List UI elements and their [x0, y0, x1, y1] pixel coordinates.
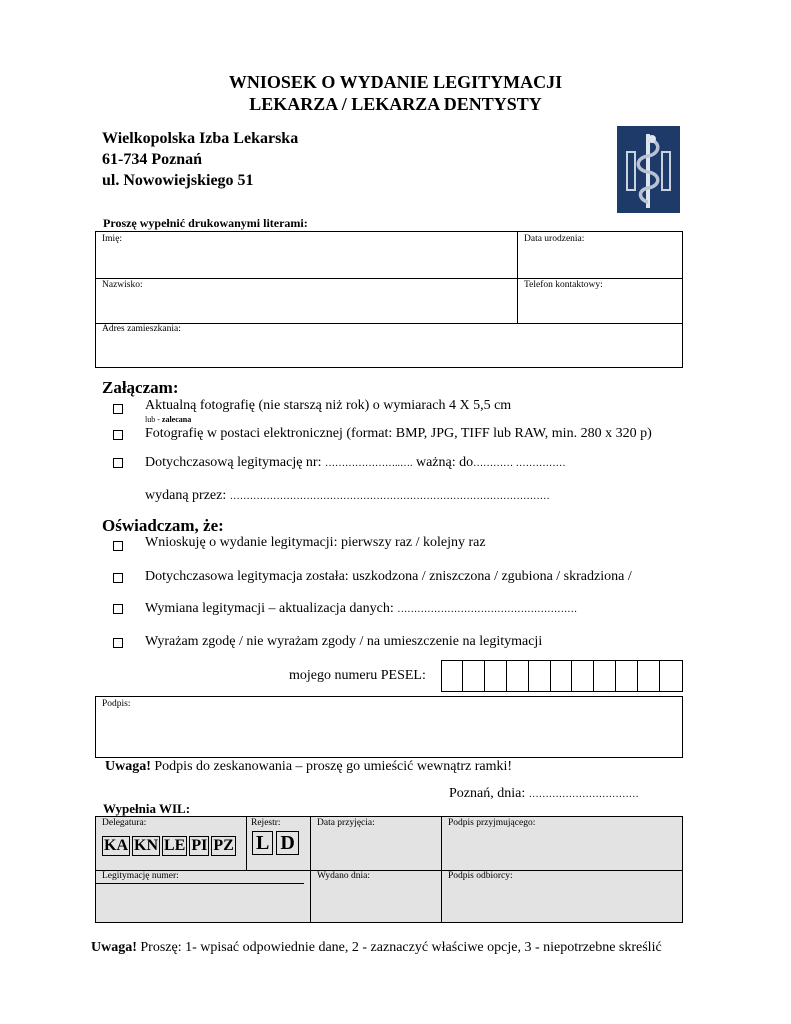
pesel-label: mojego numeru PESEL: — [289, 668, 426, 683]
card-number-label: Legitymację numer: — [102, 871, 179, 881]
last-name-field[interactable]: Nazwisko: — [102, 280, 143, 290]
form-title-line2: LEKARZA / LEKARZA DENTYSTY — [249, 94, 542, 114]
signature-warning: Uwaga! Podpis do zeskanowania – proszę go umieścić wewnątrz ramki! — [105, 759, 513, 774]
office-heading: Wypełnia WIL: — [103, 801, 191, 816]
old-state-option: Dotychczasowa legitymacja została: uszkodzona / zniszczona / zgubiona / skradziona / — [145, 569, 632, 584]
electronic-photo-option: Fotografię w postaci elektronicznej (format: BMP, JPG, TIFF lub RAW, min. 280 x 320 p) — [145, 426, 652, 441]
apply-option: Wnioskuję o wydanie legitymacji: pierwszy raz / kolejny raz — [145, 535, 486, 550]
personal-data-box — [95, 231, 683, 368]
phone-field[interactable]: Telefon kontaktowy: — [524, 280, 603, 290]
apply-checkbox[interactable] — [113, 541, 123, 551]
rejestr-label: Rejestr: — [251, 818, 281, 828]
declarations-heading: Oświadczam, że: — [102, 516, 224, 535]
valid-until-field[interactable]: ………… …………… — [473, 458, 566, 469]
delegatura-le[interactable]: LE — [164, 837, 186, 854]
date-line: Poznań, dnia: …………………………… — [449, 786, 639, 801]
or-recommended-note: lub - zalecana — [145, 415, 192, 424]
exchange-data-field[interactable]: ……………………………………………… — [397, 604, 578, 615]
exchange-option: Wymiana legitymacji – aktualizacja danych: ……………………………………………… — [145, 601, 578, 616]
rejestr-d[interactable]: D — [276, 831, 298, 855]
address-field[interactable]: Adres zamieszkania: — [102, 324, 181, 334]
fill-instruction: Proszę wypełnić drukowanymi literami: — [103, 216, 308, 230]
consent-option: Wyrażam zgodę / nie wyrażam zgody / na umieszczenie na legitymacji — [145, 634, 543, 649]
footer-note: Uwaga! Proszę: 1- wpisać odpowiednie dane, 2 - zaznaczyć właściwe opcje, 3 - niepotrzebne skreślić — [91, 940, 662, 955]
delegatura-ka[interactable]: KA — [104, 837, 128, 854]
pesel-input[interactable] — [441, 660, 683, 692]
old-card-number-field[interactable]: …………………..…. — [324, 458, 413, 469]
exchange-checkbox[interactable] — [113, 604, 123, 614]
caduceus-logo-icon — [617, 126, 680, 213]
delegatura-codes — [102, 836, 238, 856]
office-use-box — [95, 816, 683, 923]
birth-date-field[interactable]: Data urodzenia: — [524, 234, 585, 244]
signature-label: Podpis: — [102, 699, 131, 709]
date-field[interactable]: …………………………… — [528, 789, 639, 800]
issued-by-line: wydaną przez: …………………………………………………………………………………… — [145, 488, 550, 503]
consent-checkbox[interactable] — [113, 638, 123, 648]
form-title-line1: WNIOSEK O WYDANIE LEGITYMACJI — [228, 72, 563, 92]
old-card-option: Dotychczasową legitymację nr: …………………..…. ważną: do………… …………… — [145, 455, 566, 470]
electronic-photo-checkbox[interactable] — [113, 430, 123, 440]
chamber-name: Wielkopolska Izba Lekarska — [102, 130, 299, 147]
receiver-signature-label: Podpis przyjmującego: — [448, 818, 536, 828]
old-card-checkbox[interactable] — [113, 458, 123, 468]
chamber-postcode: 61-734 Poznań — [102, 151, 202, 168]
chamber-street: ul. Nowowiejskiego 51 — [102, 172, 254, 189]
recipient-signature-label: Podpis odbiorcy: — [448, 871, 513, 881]
attachments-heading: Załączam: — [102, 378, 179, 397]
delegatura-label: Delegatura: — [102, 818, 147, 828]
rejestr-codes — [252, 831, 302, 855]
issued-date-label: Wydano dnia: — [317, 871, 370, 881]
old-state-checkbox[interactable] — [113, 573, 123, 583]
photo-option: Aktualną fotografię (nie starszą niż rok) o wymiarach 4 X 5,5 cm — [145, 398, 512, 413]
photo-checkbox[interactable] — [113, 404, 123, 414]
issued-by-field[interactable]: …………………………………………………………………………………… — [229, 491, 550, 502]
delegatura-pz[interactable]: PZ — [213, 837, 234, 854]
signature-box[interactable] — [95, 696, 683, 758]
delegatura-pi[interactable]: PI — [191, 837, 208, 854]
receipt-date-label: Data przyjęcia: — [317, 818, 375, 828]
rejestr-l[interactable]: L — [252, 831, 273, 855]
first-name-field[interactable]: Imię: — [102, 234, 123, 244]
delegatura-kn[interactable]: KN — [134, 837, 158, 854]
